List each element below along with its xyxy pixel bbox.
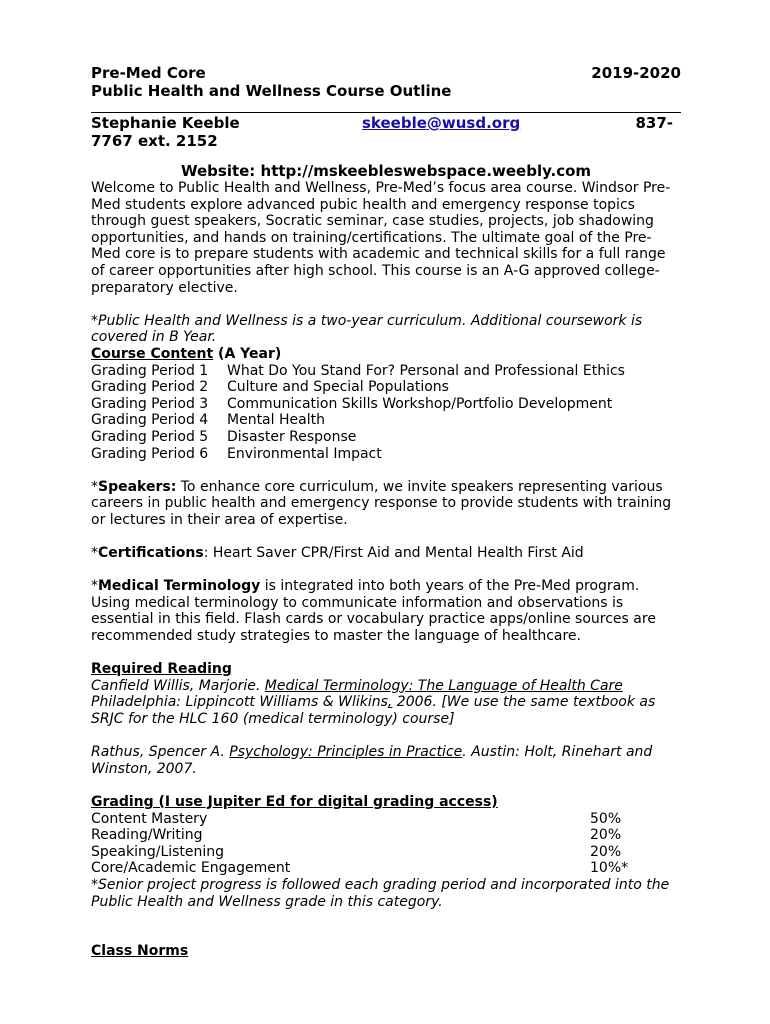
book1-publisher: Philadelphia: Lippincott Williams & Wlikins xyxy=(91,694,388,711)
teacher-name: Stephanie Keeble xyxy=(91,114,240,132)
period-topic: Disaster Response xyxy=(227,428,357,445)
reading-citation-2 xyxy=(91,744,681,777)
period-topic: What Do You Stand For? Personal and Professional Ethics xyxy=(227,362,625,379)
book2-author: Rathus, Spencer A. xyxy=(91,744,230,761)
terminology-label: Medical Terminology xyxy=(98,578,261,595)
period-topic: Environmental Impact xyxy=(227,445,382,462)
course-content-heading xyxy=(91,346,681,363)
grading-row xyxy=(91,827,681,844)
period-label: Grading Period 5 xyxy=(91,428,209,445)
required-reading-heading: Required Reading xyxy=(91,661,232,678)
grading-category: Core/Academic Engagement xyxy=(91,860,291,877)
table-row xyxy=(91,363,625,380)
book1-title: Medical Terminology: The Language of Health Care xyxy=(264,677,623,694)
period-label: Grading Period 1 xyxy=(91,362,209,379)
contact-row xyxy=(91,114,681,132)
period-topic: Communication Skills Workshop/Portfolio Development xyxy=(227,395,613,412)
class-norms-heading: Class Norms xyxy=(91,943,189,960)
grading-weight: 20% xyxy=(590,843,622,860)
grading-period-table xyxy=(91,363,625,463)
course-subtitle: Public Health and Wellness Course Outline xyxy=(91,82,452,100)
grading-row xyxy=(91,860,681,877)
grading-note: *Senior project progress is followed each grading period and incorporated into the Public Health and Wellness grade in this category. xyxy=(91,876,670,910)
document-page xyxy=(91,64,681,960)
period-topic: Mental Health xyxy=(227,412,325,429)
period-label: Grading Period 3 xyxy=(91,395,209,412)
certifications-label: Certifications xyxy=(98,545,204,562)
course-content-title: Course Content xyxy=(91,345,214,362)
teacher-phone-end: 7767 ext. 2152 xyxy=(91,132,218,150)
reading-citation-1 xyxy=(91,678,681,728)
terminology-star: * xyxy=(91,578,98,595)
book2-publisher: . Austin: Holt, Rinehart and Winston, 2007. xyxy=(91,744,653,777)
teacher-website: Website: http://mskeebleswebspace.weebly.com xyxy=(180,162,592,180)
speakers-paragraph xyxy=(91,479,681,529)
certifications-paragraph xyxy=(91,545,681,562)
period-label: Grading Period 4 xyxy=(91,412,209,429)
course-content-year: (A Year) xyxy=(213,345,282,362)
terminology-paragraph xyxy=(91,578,681,644)
grading-category: Content Mastery xyxy=(91,810,208,827)
grading-category: Speaking/Listening xyxy=(91,843,225,860)
certifications-text: : Heart Saver CPR/First Aid and Mental Health First Aid xyxy=(203,545,584,562)
grading-weight: 10%* xyxy=(590,860,629,877)
header-divider xyxy=(91,100,681,113)
school-year: 2019-2020 xyxy=(591,64,681,82)
teacher-email-link[interactable]: skeeble@wusd.org xyxy=(362,114,521,132)
grading-category: Reading/Writing xyxy=(91,827,203,844)
table-row xyxy=(91,379,625,396)
course-title: Pre-Med Core xyxy=(91,64,206,82)
teacher-phone-start: 837- xyxy=(635,114,673,132)
grading-row xyxy=(91,844,681,861)
period-topic: Culture and Special Populations xyxy=(227,379,449,396)
book1-author: Canfield Willis, Marjorie. xyxy=(91,677,265,694)
period-label: Grading Period 2 xyxy=(91,379,209,396)
table-row xyxy=(91,396,625,413)
table-row xyxy=(91,446,625,463)
grading-weight: 50% xyxy=(590,810,622,827)
table-row xyxy=(91,412,625,429)
intro-paragraph: Welcome to Public Health and Wellness, Pre-Med’s focus area course. Windsor Pre-Med students explore advanced pubic health and emergency response topics through guest speakers, Socratic seminar, case studies, projects, job shadowing opportunities, and hands on training/certifications. The ultimate goal of the Pre-Med core is to prepare students with academic and technical skills for a full range of career opportunities after high school. This course is an A-G approved college-preparatory elective. xyxy=(91,180,671,296)
grading-weight: 20% xyxy=(590,827,622,844)
period-label: Grading Period 6 xyxy=(91,445,209,462)
curriculum-note: *Public Health and Wellness is a two-year curriculum. Additional coursework is covered in B Year. xyxy=(91,312,643,346)
certifications-star: * xyxy=(91,545,98,562)
grading-row xyxy=(91,811,681,828)
speakers-text: To enhance core curriculum, we invite speakers representing various careers in public health and emergency response to provide students with training or lectures in their area of expertise. xyxy=(91,478,672,528)
header-row-1 xyxy=(91,64,681,82)
speakers-star: * xyxy=(91,478,98,495)
book1-comma: , xyxy=(387,694,393,711)
table-row xyxy=(91,429,625,446)
book1-note: 2006. [We use the same textbook as SRJC for the HLC 160 (medical terminology) course] xyxy=(91,694,656,727)
terminology-text: is integrated into both years of the Pre-Med program. Using medical terminology to communicate information and observations is essential in this field. Flash cards or vocabulary practice apps/online sources are recommended study strategies to master the language of healthcare. xyxy=(91,578,656,645)
book2-title: Psychology: Principles in Practice xyxy=(229,744,463,761)
grading-heading: Grading (I use Jupiter Ed for digital grading access) xyxy=(91,793,498,810)
speakers-label: Speakers: xyxy=(98,478,177,495)
